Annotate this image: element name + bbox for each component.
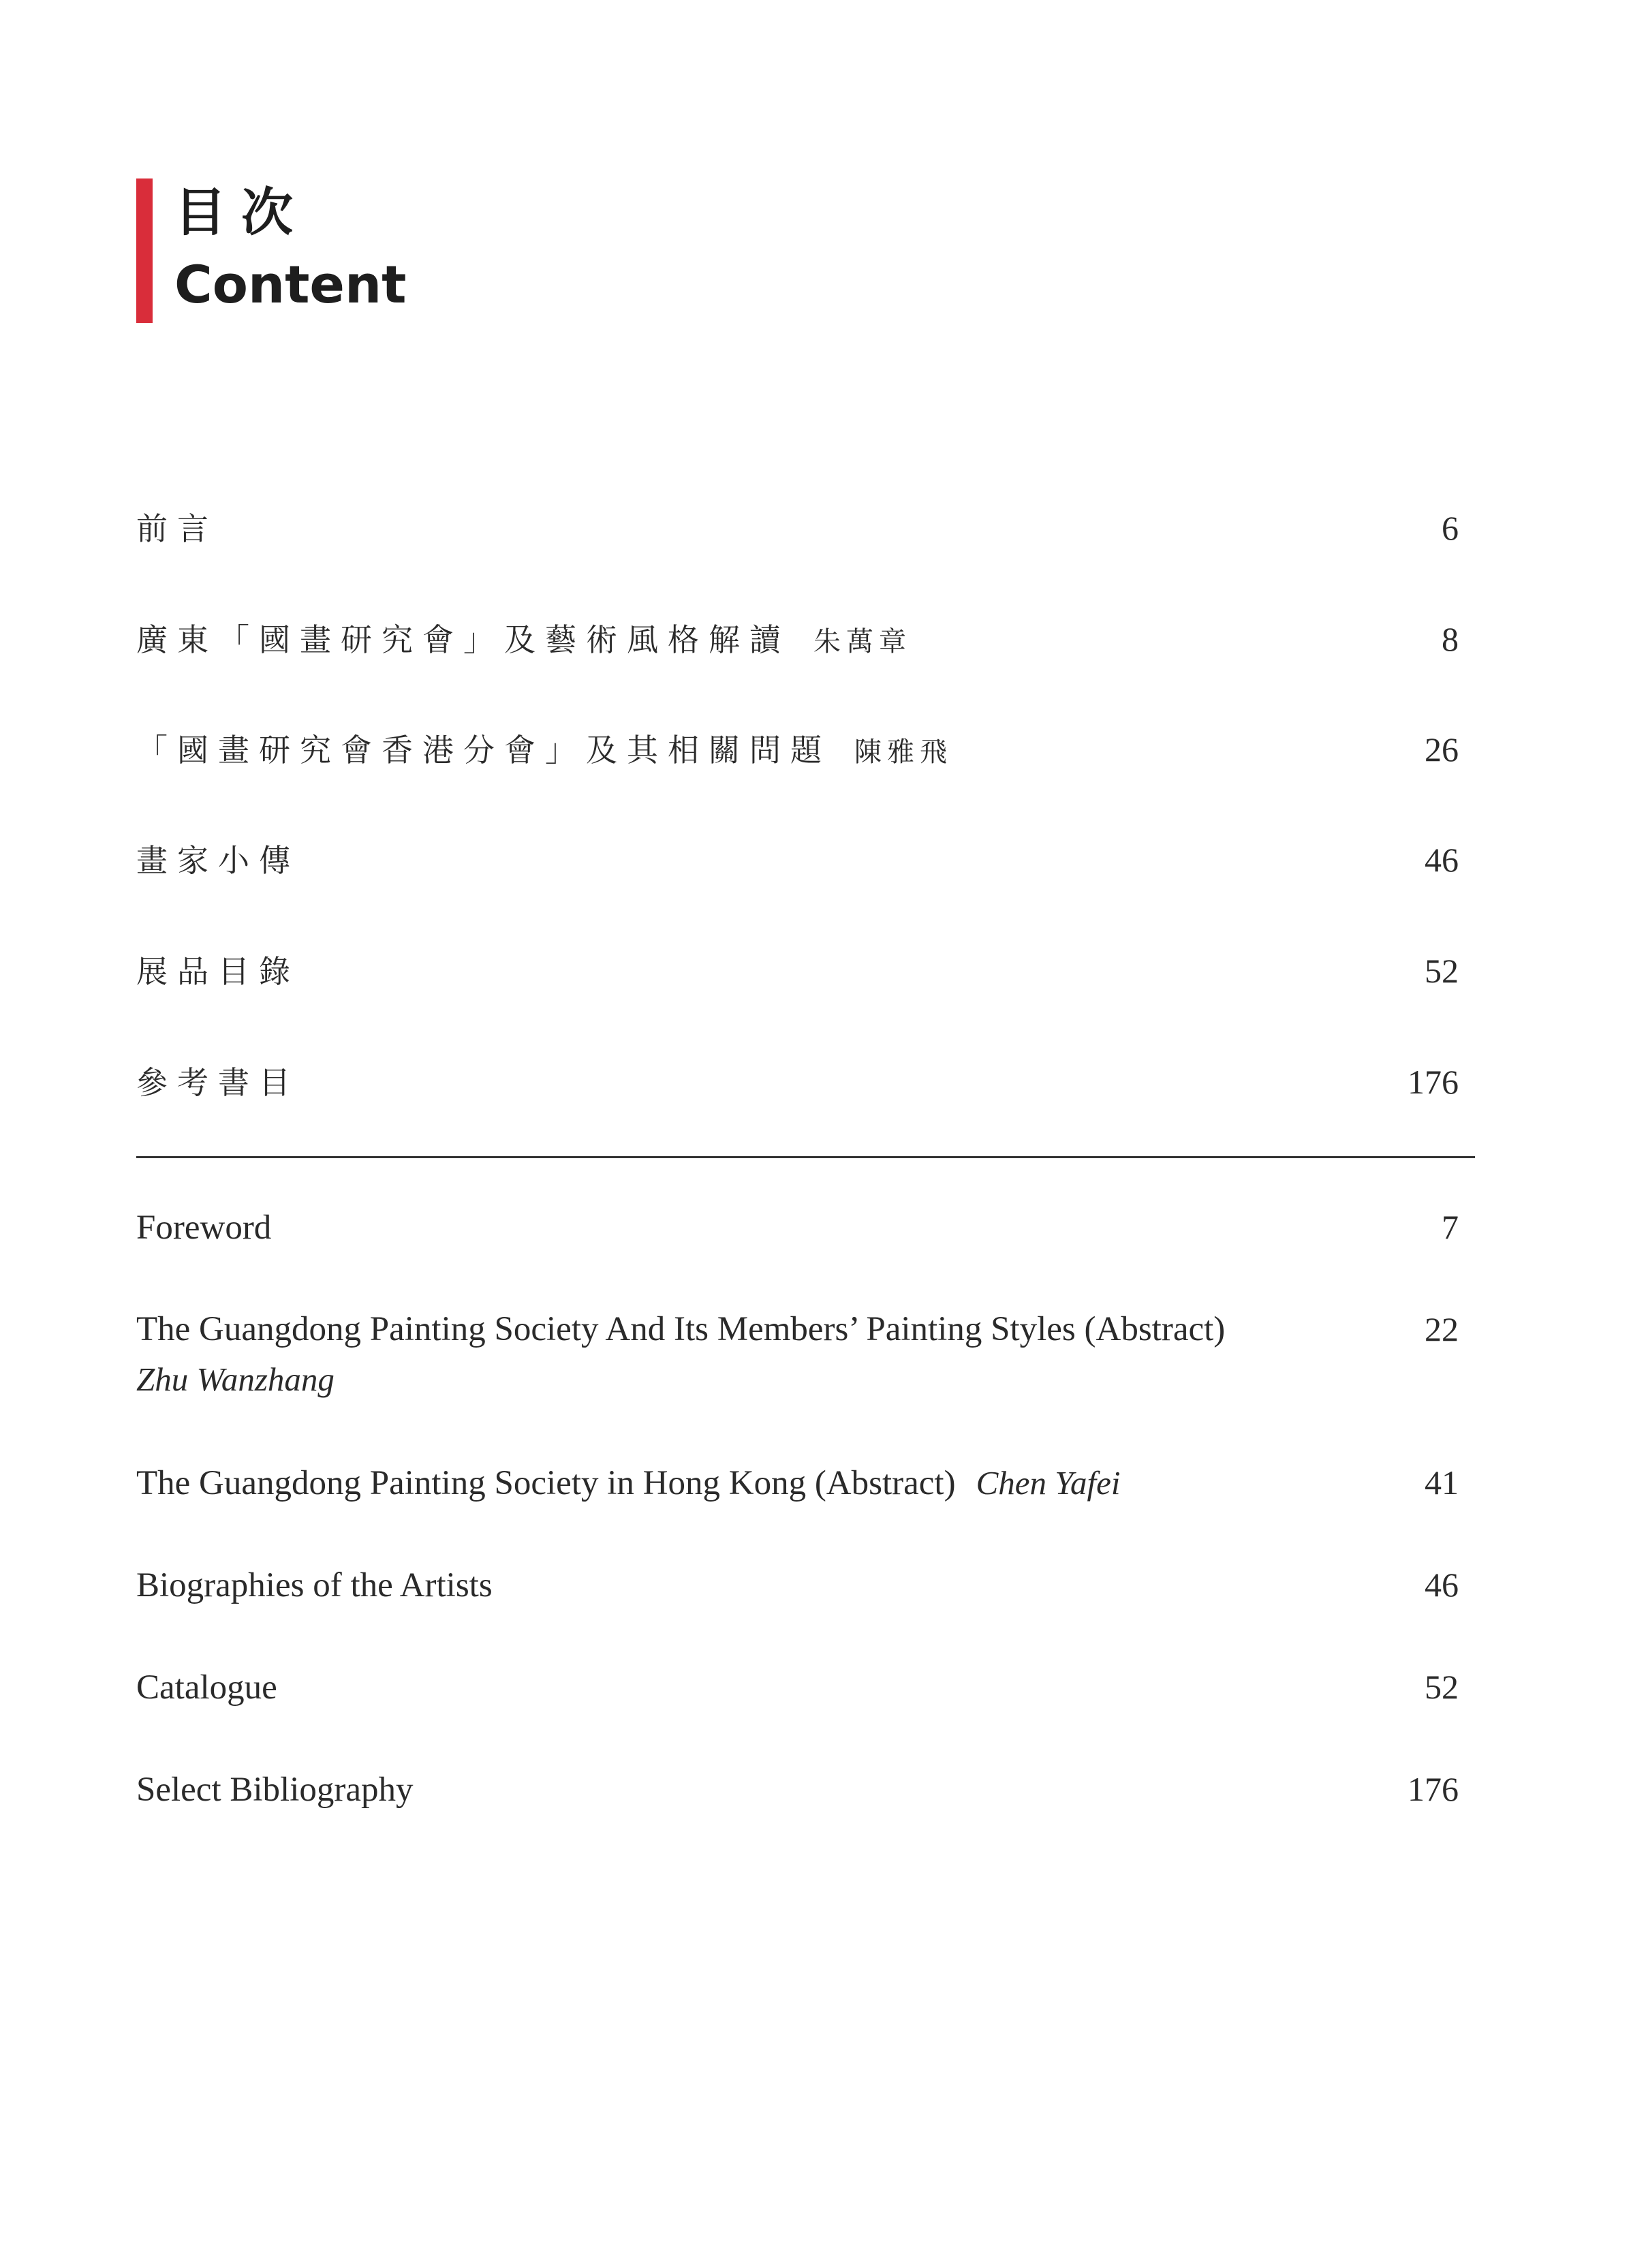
toc-en-entry-guangdong-society[interactable] [136, 1309, 1468, 1399]
toc-zh-page: 26 [1425, 730, 1459, 768]
heading-accent-bar [136, 178, 153, 323]
toc-en-page: 176 [1408, 1770, 1459, 1808]
toc-en-title: The Guangdong Painting Society And Its Members’ Painting Styles (Abstract) [136, 1310, 1226, 1348]
toc-zh-page: 6 [1442, 509, 1459, 547]
toc-zh-title: 「國畫研究會香港分會」及其相關問題 [136, 732, 831, 768]
toc-en-page: 22 [1425, 1310, 1459, 1348]
toc-en-title: Catalogue [136, 1668, 277, 1707]
toc-en-page: 46 [1425, 1566, 1459, 1604]
page-heading [136, 178, 406, 323]
toc-zh-author: 朱萬章 [813, 626, 912, 657]
toc-zh-title: 參考書目 [136, 1064, 300, 1101]
toc-en-title: The Guangdong Painting Society in Hong Kong (Abstract) [136, 1464, 956, 1502]
toc-zh-title: 畫家小傳 [136, 842, 300, 879]
toc-zh-page: 176 [1408, 1063, 1459, 1101]
toc-zh-entry-guangdong-society[interactable] [136, 615, 1468, 660]
toc-zh-page: 8 [1442, 620, 1459, 658]
heading-text [174, 178, 406, 323]
toc-zh-title: 展品目錄 [136, 953, 300, 990]
toc-en-entry-biographies[interactable] [136, 1565, 1468, 1605]
toc-en-title: Biographies of the Artists [136, 1566, 493, 1604]
toc-zh-author: 陳雅飛 [854, 736, 952, 768]
toc-zh-page: 46 [1425, 841, 1459, 879]
toc-zh-title: 前言 [136, 510, 218, 547]
toc-zh-entry-foreword[interactable] [136, 504, 1468, 549]
toc-zh-entry-catalogue[interactable] [136, 947, 1468, 992]
toc-en-title: Foreword [136, 1209, 272, 1247]
toc-en-entry-bibliography[interactable] [136, 1769, 1468, 1809]
toc-en-author: Chen Yafei [976, 1464, 1121, 1502]
toc-zh-entry-biographies[interactable] [136, 836, 1468, 881]
toc-zh-entry-bibliography[interactable] [136, 1058, 1468, 1103]
toc-en-entry-catalogue[interactable] [136, 1667, 1468, 1707]
heading-zh: 目次 [174, 182, 308, 243]
toc-en-page: 52 [1425, 1668, 1459, 1706]
toc-en-author: Zhu Wanzhang [136, 1361, 335, 1398]
toc-zh-page: 52 [1425, 952, 1459, 990]
toc-en-title: Select Bibliography [136, 1771, 414, 1809]
toc-en-page: 7 [1442, 1208, 1459, 1246]
toc-en-entry-hongkong-branch[interactable] [136, 1463, 1468, 1503]
section-divider [136, 1156, 1475, 1158]
toc-zh-title: 廣東「國畫研究會」及藝術風格解讀 [136, 621, 790, 658]
toc-en-page: 41 [1425, 1463, 1459, 1502]
toc-zh-entry-hongkong-branch[interactable] [136, 726, 1468, 771]
heading-en: Content [174, 254, 407, 315]
toc-en-entry-foreword[interactable] [136, 1207, 1468, 1247]
